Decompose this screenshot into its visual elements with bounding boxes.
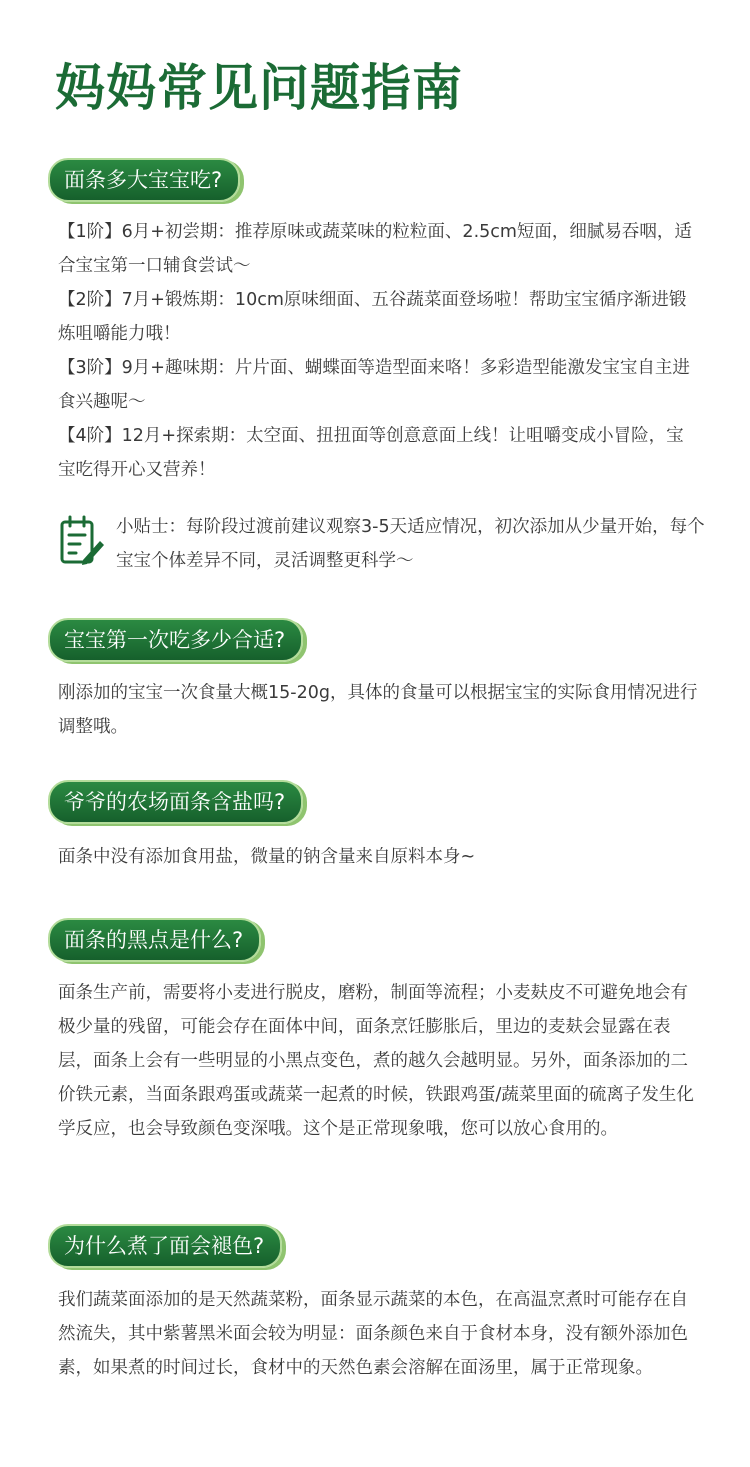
notepad-pen-icon [58, 514, 106, 566]
tip-box [58, 510, 708, 590]
stage-item [58, 419, 698, 487]
stage-tag: 【4阶】 [58, 426, 122, 446]
section-body: 面条中没有添加食用盐，微量的钠含量来自原料本身~ [58, 847, 476, 867]
section-heading-salt: 爷爷的农场面条含盐吗? [48, 780, 303, 824]
stage-tag: 【2阶】 [58, 290, 122, 310]
stage-text: 12月+探索期：太空面、扭扭面等创意意面上线！让咀嚼变成小冒险，宝宝吃得开心又营养！ [58, 426, 684, 480]
section-heading-age: 面条多大宝宝吃? [48, 158, 240, 202]
page-title: 妈妈常见问题指南 [55, 59, 463, 117]
stage-tag: 【3阶】 [58, 358, 122, 378]
section-body: 刚添加的宝宝一次食量大概15-20g，具体的食量可以根据宝宝的实际食用情况进行调整哦。 [58, 683, 698, 737]
section-body: 我们蔬菜面添加的是天然蔬菜粉，面条显示蔬菜的本色，在高温烹煮时可能存在自然流失，其中紫薯黑米面会较为明显：面条颜色来自于食材本身，没有额外添加色素，如果煮的时间过长，食材中的天然色素会溶解在面汤里，属于正常现象。 [58, 1290, 688, 1378]
section-body: 面条生产前，需要将小麦进行脱皮，磨粉，制面等流程；小麦麸皮不可避免地会有极少量的残留，可能会存在面体中间，面条烹饪膨胀后，里边的麦麸会显露在表层，面条上会有一些明显的小黑点变色，煮的越久会越明显。另外，面条添加的二价铁元素，当面条跟鸡蛋或蔬菜一起煮的时候，铁跟鸡蛋/蔬菜里面的硫离子发生化学反应，也会导致颜色变深哦。这个是正常现象哦，您可以放心食用的。 [58, 983, 694, 1139]
stage-tag: 【1阶】 [58, 222, 122, 242]
section-heading-fading: 为什么煮了面会褪色? [48, 1224, 282, 1268]
tip-text: 小贴士：每阶段过渡前建议观察3-5天适应情况，初次添加从少量开始，每个宝宝个体差异不同，灵活调整更科学～ [116, 517, 705, 571]
age-stage-list [58, 215, 698, 487]
stage-text: 7月+锻炼期：10cm原味细面、五谷蔬菜面登场啦！帮助宝宝循序渐进锻炼咀嚼能力哦！ [58, 290, 687, 344]
section-heading-first-amount: 宝宝第一次吃多少合适? [48, 618, 303, 662]
stage-text: 6月+初尝期：推荐原味或蔬菜味的粒粒面、2.5cm短面，细腻易吞咽，适合宝宝第一口辅食尝试～ [58, 222, 692, 276]
section-heading-black-spots: 面条的黑点是什么? [48, 918, 261, 962]
stage-item [58, 283, 698, 351]
stage-item [58, 215, 698, 283]
stage-text: 9月+趣味期：片片面、蝴蝶面等造型面来咯！多彩造型能激发宝宝自主进食兴趣呢～ [58, 358, 690, 412]
stage-item [58, 351, 698, 419]
